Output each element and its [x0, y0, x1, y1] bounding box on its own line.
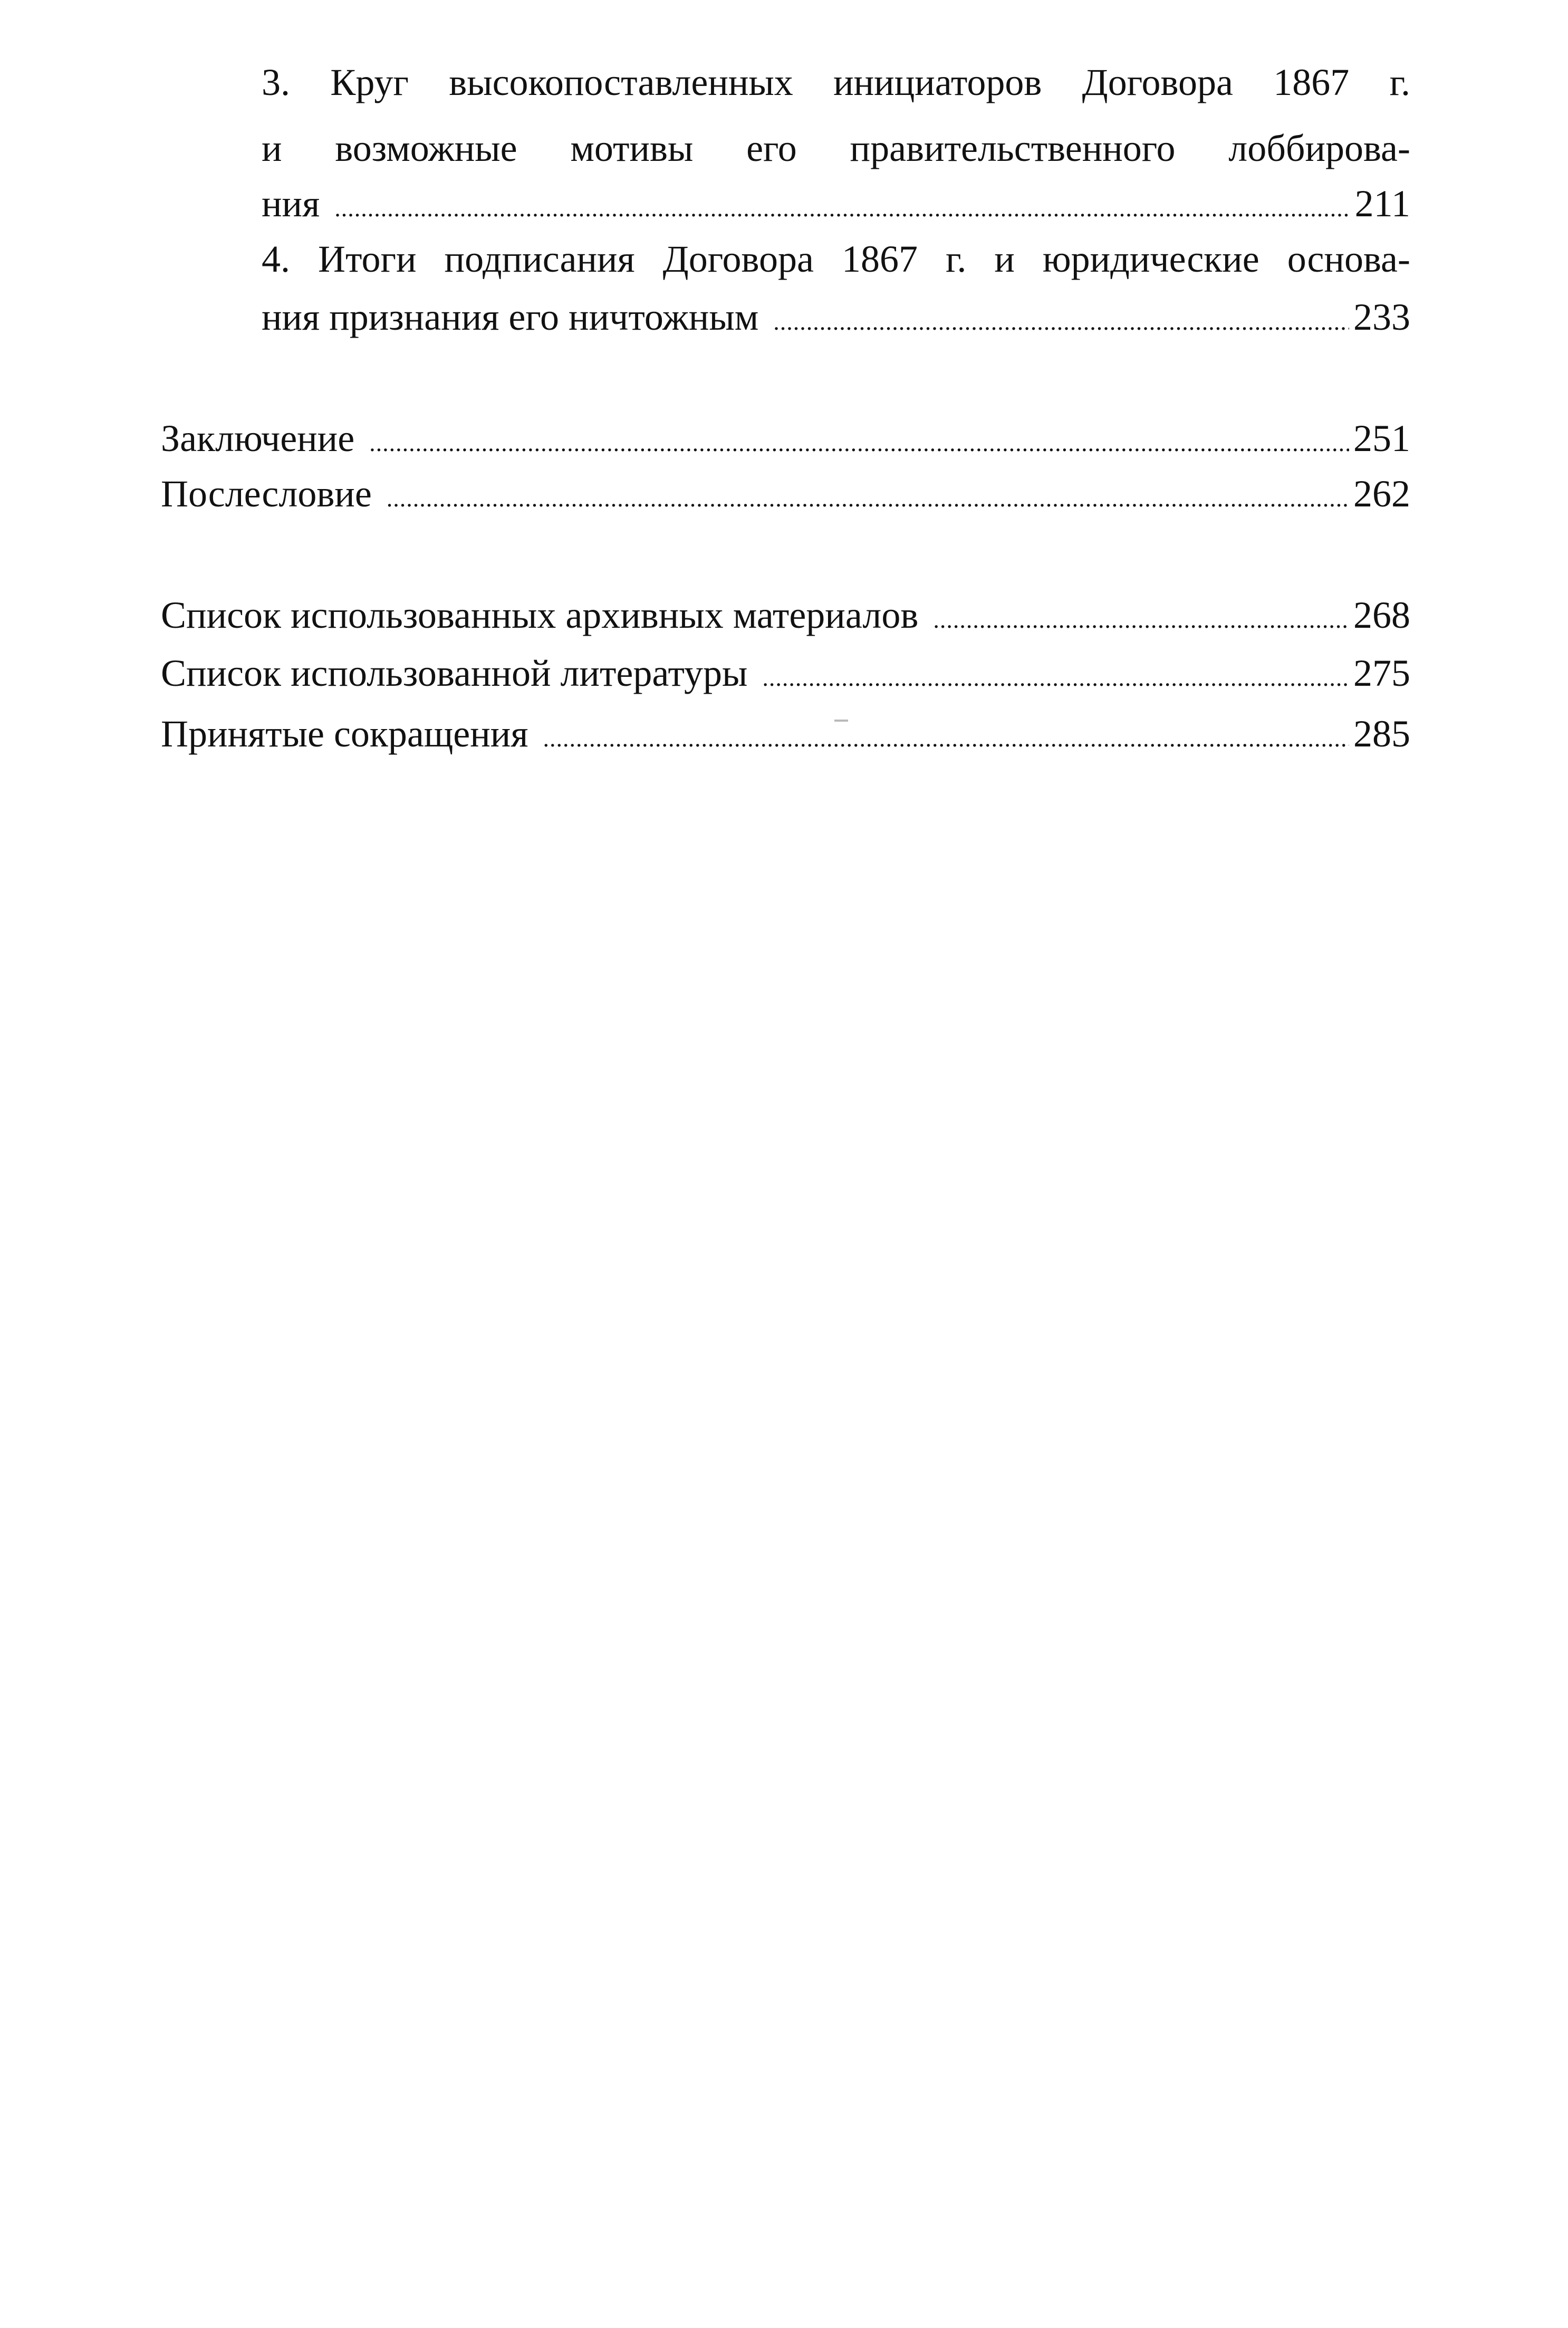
toc-item-4-line-2[interactable]: ния признания его ничтожным ..... 233	[262, 298, 1410, 336]
leader-dots	[334, 196, 1350, 221]
page-number: 233	[1353, 296, 1410, 338]
print-smudge	[834, 720, 848, 722]
page-number: 211	[1354, 183, 1410, 225]
page-number: 251	[1353, 417, 1410, 459]
toc-item-archives[interactable]: Список использованных архивных материалов ..... 268	[161, 596, 1410, 634]
toc-item-3-line-1: 3. Круг высокопоставленных инициаторов Договора 1867 г.	[262, 61, 1410, 103]
toc-item-afterword[interactable]: Послесловие ..... 262	[161, 475, 1410, 513]
page-number: 262	[1353, 473, 1410, 515]
page-number: 285	[1353, 713, 1410, 755]
leader-dots	[543, 726, 1349, 751]
page-number: 275	[1353, 652, 1410, 694]
toc-item-literature[interactable]: Список использованной литературы ..... 275	[161, 654, 1410, 692]
leader-dots	[387, 486, 1349, 511]
leader-dots	[762, 666, 1349, 690]
leader-dots	[773, 310, 1349, 334]
toc-item-3-line-3[interactable]: ния ..... 211	[262, 185, 1410, 223]
toc-item-conclusion[interactable]: Заключение ..... 251	[161, 419, 1410, 457]
leader-dots	[369, 431, 1349, 455]
toc-item-3-line-2: и возможные мотивы его правительственного лоббирова-	[262, 127, 1410, 169]
toc-item-4-line-1: 4. Итоги подписания Договора 1867 г. и юридические основа-	[262, 238, 1410, 280]
toc-item-abbreviations[interactable]: Принятые сокращения ..... 285	[161, 715, 1410, 753]
leader-dots	[933, 608, 1349, 632]
page-number: 268	[1353, 594, 1410, 636]
